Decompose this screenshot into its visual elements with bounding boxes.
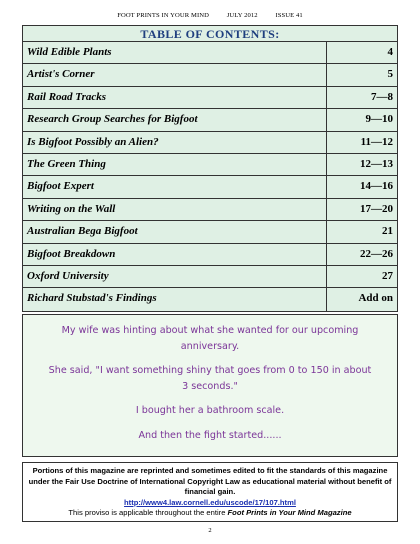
issue-number: ISSUE 41 [275, 12, 303, 19]
toc-page-number: 7—8 [371, 90, 393, 103]
magazine-title: Foot Prints in Your Mind Magazine [227, 508, 352, 518]
toc-article-title: The Green Thing [23, 154, 327, 175]
toc-row [23, 266, 397, 288]
toc-row [23, 176, 397, 198]
toc-row [23, 87, 397, 109]
toc-page-number: 4 [387, 46, 393, 58]
table-of-contents [22, 25, 398, 312]
toc-page-number: 14—16 [360, 180, 393, 193]
toc-page-number: 11—12 [360, 135, 393, 148]
toc-article-title: Artist's Corner [23, 64, 327, 85]
toc-article-title: Wild Edible Plants [23, 42, 327, 63]
toc-article-title: Research Group Searches for Bigfoot [23, 109, 327, 130]
toc-row [23, 288, 397, 310]
toc-article-title: Is Bigfoot Possibly an Alien? [23, 132, 327, 153]
toc-page-number: 21 [382, 225, 393, 238]
toc-row [23, 154, 397, 176]
toc-title: TABLE OF CONTENTS: [23, 26, 397, 42]
joke-line: I bought her a bathroom scale. [135, 405, 285, 416]
issue-date: JULY 2012 [226, 12, 258, 19]
toc-row [23, 132, 397, 154]
joke-box [22, 314, 398, 457]
toc-page-number: 17—20 [360, 202, 393, 215]
toc-page-number: 9—10 [365, 113, 393, 126]
toc-article-title: Writing on the Wall [23, 199, 327, 220]
joke-line: My wife was hinting about what she wanted for our upcoming anniversary. [61, 325, 359, 352]
toc-article-title: Australian Bega Bigfoot [23, 221, 327, 242]
toc-page-number: 27 [382, 269, 393, 282]
proviso-text: This proviso is applicable throughout the entire [68, 508, 226, 518]
toc-row [23, 64, 397, 86]
toc-row [23, 42, 397, 64]
toc-article-title: Rail Road Tracks [23, 87, 327, 108]
copyright-notice [22, 462, 398, 522]
toc-article-title: Bigfoot Expert [23, 176, 327, 197]
joke-line: And then the fight started...... [138, 429, 282, 441]
page-header [0, 12, 420, 19]
magazine-name: FOOT PRINTS IN YOUR MIND [117, 12, 209, 19]
proviso-line [23, 508, 397, 519]
toc-row [23, 199, 397, 221]
toc-row [23, 109, 397, 131]
toc-row [23, 221, 397, 243]
toc-page-number: Add on [358, 292, 393, 305]
toc-article-title: Bigfoot Breakdown [23, 244, 327, 265]
toc-article-title: Richard Stubstad's Findings [23, 288, 327, 310]
law-link[interactable]: http://www4.law.cornell.edu/uscode/17/107.html [124, 497, 296, 507]
toc-article-title: Oxford University [23, 266, 327, 287]
toc-page-number: 12—13 [360, 157, 393, 170]
joke-line: She said, "I want something shiny that goes from 0 to 150 in about 3 seconds." [48, 365, 372, 392]
fair-use-text: Portions of this magazine are reprinted and sometimes edited to fit the standards of this magazine under the Fair Use Doctrine of International Copyright Law as educational material without benefit of financial gain. [28, 466, 392, 497]
toc-row [23, 244, 397, 266]
toc-page-number: 22—26 [360, 247, 393, 260]
toc-page-number: 5 [387, 68, 393, 81]
page-number: 2 [208, 527, 212, 534]
